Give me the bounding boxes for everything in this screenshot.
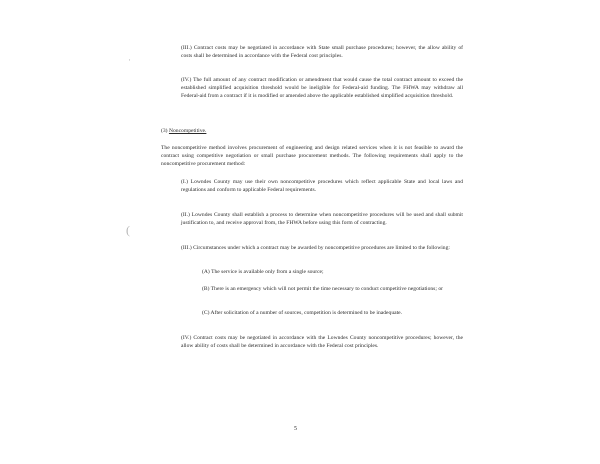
sub-item-b-emergency: (B) There is an emergency which will not permit the time necessary to conduct competitive negotiations; or	[202, 286, 443, 292]
scan-artifact-mark: ·	[128, 55, 131, 65]
requirement-iii-circumstances: (III.) Circumstances under which a contract may be awarded by noncompetitive procedures are limited to the following:	[181, 245, 450, 251]
sub-item-c-inadequate-competition: (C) After solicitation of a number of sources, competition is determined to be inadequate.	[202, 310, 403, 316]
paragraph-noncompetitive-intro: The noncompetitive method involves procurement of engineering and design related services when it is not feasible to award the contract using competitive negotiation or small purchase procurement methods. The following requirements shall apply to the noncompetitive procurement method:	[161, 145, 463, 168]
requirement-ii-process: (II.) Lowndes County shall establish a process to determine when noncompetitive procedures will be used and shall submit justification to, and receive approval from, the FHWA before using this form of contracting.	[181, 212, 463, 227]
section-title: Noncompetitive.	[168, 128, 207, 134]
scan-artifact-mark: (	[126, 223, 130, 237]
section-number: (3)	[161, 128, 168, 134]
section-heading-noncompetitive	[161, 127, 206, 135]
page-number: 5	[294, 426, 297, 432]
paragraph-iii-costs: (III.) Contract costs may be negotiated in accordance with State small purchase procedures; however, the allow ability of costs shall be determined in accordance with the Federal cost principles.	[181, 45, 463, 60]
sub-item-a-single-source: (A) The service is available only from a single source;	[202, 269, 324, 275]
requirement-iv-costs: (IV.) Contract costs may be negotiated in accordance with the Lowndes County noncompetitive procedures; however, the allow ability of costs shall be determined in accordance with the Federal cost principles.	[181, 335, 463, 350]
requirement-i-procedures: (I.) Lowndes County may use their own noncompetitive procedures which reflect applicable State and local laws and regulations and conform to applicable Federal requirements.	[181, 179, 463, 194]
paragraph-iv-contract-modification: (IV.) The full amount of any contract modification or amendment that would cause the total contract amount to exceed the established simplified acquisition threshold would be ineligible for Federal-aid funding. The FHWA may withdraw all Federal-aid from a contract if it is modified or amended above the applicable established simplified acquisition threshold.	[181, 77, 463, 100]
